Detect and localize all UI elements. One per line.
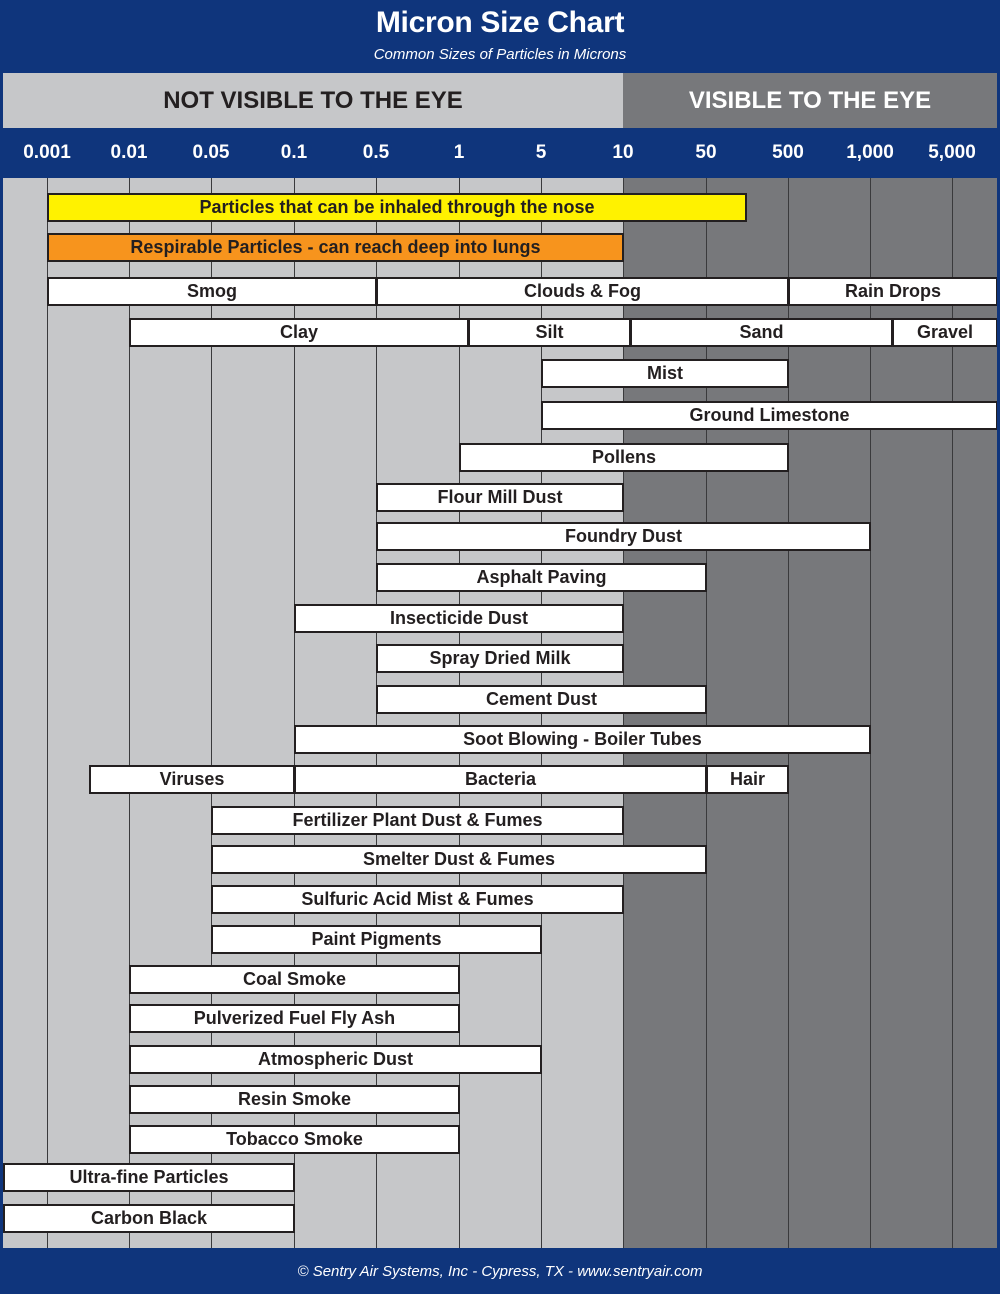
- axis-tick-label: 5: [535, 142, 547, 163]
- range-bar: Smog: [47, 277, 377, 306]
- range-bar: Cement Dust: [376, 685, 707, 714]
- range-bar: Fertilizer Plant Dust & Fumes: [211, 806, 624, 835]
- axis-tick-label: 1: [453, 142, 465, 163]
- range-bar: Foundry Dust: [376, 522, 871, 551]
- range-bar: Particles that can be inhaled through the nose: [47, 193, 747, 222]
- range-bar: Coal Smoke: [129, 965, 460, 994]
- range-bar: Atmospheric Dust: [129, 1045, 542, 1074]
- range-bar: Paint Pigments: [211, 925, 542, 954]
- plot-area: [3, 178, 997, 1248]
- range-bar: Carbon Black: [3, 1204, 295, 1233]
- axis-tick-label: 5,000: [928, 142, 976, 163]
- x-axis: [0, 128, 1000, 178]
- range-bar: Hair: [706, 765, 789, 794]
- range-bar: Soot Blowing - Boiler Tubes: [294, 725, 871, 754]
- axis-tick-label: 0.1: [280, 142, 308, 163]
- range-bar: Clay: [129, 318, 469, 347]
- range-bar: Flour Mill Dust: [376, 483, 624, 512]
- axis-tick-label: 0.01: [110, 142, 148, 163]
- range-bar: Gravel: [892, 318, 997, 347]
- range-bar: Resin Smoke: [129, 1085, 460, 1114]
- range-bar: Rain Drops: [788, 277, 997, 306]
- range-bar: Ultra-fine Particles: [3, 1163, 295, 1192]
- chart-title: Micron Size Chart: [375, 6, 625, 39]
- range-bar: Respirable Particles - can reach deep into lungs: [47, 233, 624, 262]
- range-bar: Sulfuric Acid Mist & Fumes: [211, 885, 624, 914]
- axis-tick-label: 0.05: [192, 142, 230, 163]
- range-bar: Sand: [630, 318, 893, 347]
- range-bar: Viruses: [89, 765, 295, 794]
- axis-tick-label: 1,000: [846, 142, 894, 163]
- range-bar: Ground Limestone: [541, 401, 997, 430]
- range-bar: Asphalt Paving: [376, 563, 707, 592]
- grid-line: [47, 178, 48, 1248]
- axis-tick-label: 0.001: [23, 142, 71, 163]
- axis-tick-label: 500: [772, 142, 804, 163]
- range-bar: Pulverized Fuel Fly Ash: [129, 1004, 460, 1033]
- axis-tick-label: 10: [612, 142, 634, 163]
- range-bar: Pollens: [459, 443, 789, 472]
- range-bar: Smelter Dust & Fumes: [211, 845, 707, 874]
- range-bar: Silt: [468, 318, 631, 347]
- range-bar: Bacteria: [294, 765, 707, 794]
- range-bar: Mist: [541, 359, 789, 388]
- not-visible-band: NOT VISIBLE TO THE EYE: [3, 73, 623, 128]
- axis-tick-label: 50: [695, 142, 717, 163]
- chart-subtitle: Common Sizes of Particles in Microns: [373, 46, 627, 63]
- footer-credit: © Sentry Air Systems, Inc - Cypress, TX - www.sentryair.com: [297, 1262, 703, 1280]
- range-bar: Tobacco Smoke: [129, 1125, 460, 1154]
- visible-band: VISIBLE TO THE EYE: [623, 73, 997, 128]
- axis-tick-label: 0.5: [362, 142, 390, 163]
- range-bar: Clouds & Fog: [376, 277, 789, 306]
- range-bar: Spray Dried Milk: [376, 644, 624, 673]
- range-bar: Insecticide Dust: [294, 604, 624, 633]
